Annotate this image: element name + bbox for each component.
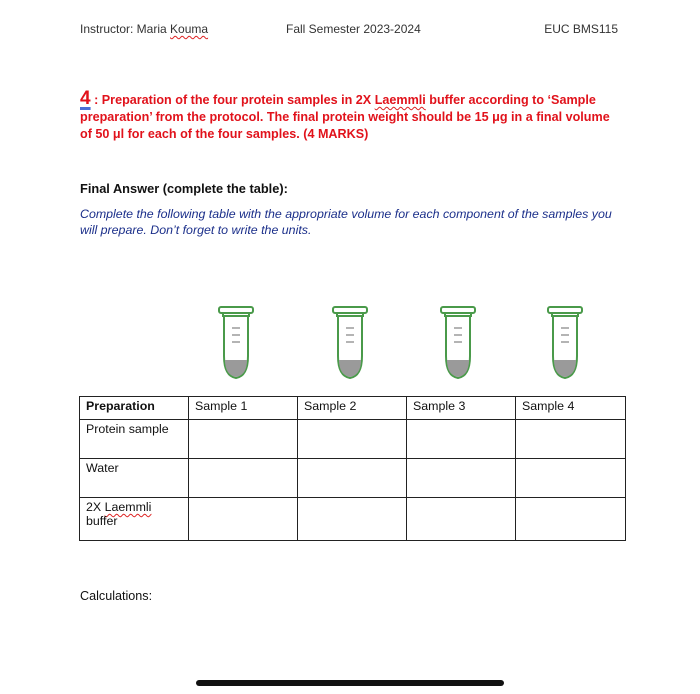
- row-label-protein-sample: Protein sample: [80, 420, 189, 459]
- answer-cell[interactable]: [298, 420, 407, 459]
- question-number: 4: [80, 88, 91, 109]
- header-sample-2: Sample 2: [298, 397, 407, 420]
- answer-cell[interactable]: [407, 459, 516, 498]
- semester-header: Fall Semester 2023-2024: [286, 22, 421, 36]
- table-header-row: [80, 397, 626, 420]
- calculations-label: Calculations:: [80, 589, 153, 603]
- row-label-water: Water: [80, 459, 189, 498]
- answer-cell[interactable]: [516, 459, 626, 498]
- microcentrifuge-tube-icon: [544, 304, 586, 382]
- table-row: [80, 420, 626, 459]
- microcentrifuge-tube-icon: [329, 304, 371, 382]
- course-code-header: EUC BMS115: [544, 22, 618, 36]
- answer-cell[interactable]: [298, 498, 407, 541]
- laemmli-word: Laemmli: [374, 93, 426, 107]
- row-label-laemmli-buffer: 2X Laemmli buffer: [80, 498, 189, 541]
- header-preparation: Preparation: [80, 397, 189, 420]
- home-indicator[interactable]: [196, 680, 504, 686]
- answer-cell[interactable]: [516, 498, 626, 541]
- sample-preparation-table: [79, 396, 626, 541]
- answer-cell[interactable]: [189, 498, 298, 541]
- question-4: 4 : Preparation of the four protein samples in 2X Laemmli buffer according to ‘Sample preparation’ from the protocol. The final protein weight should be 15 μg in a final volume of 50 μl for each of the four samples. (4 MARKS): [80, 88, 610, 141]
- table-row: [80, 459, 626, 498]
- final-answer-heading: Final Answer (complete the table):: [80, 181, 288, 196]
- answer-cell[interactable]: [189, 459, 298, 498]
- answer-cell[interactable]: [189, 420, 298, 459]
- header-sample-3: Sample 3: [407, 397, 516, 420]
- header-sample-1: Sample 1: [189, 397, 298, 420]
- answer-cell[interactable]: [298, 459, 407, 498]
- microcentrifuge-tube-icon: [215, 304, 257, 382]
- table-instruction: Complete the following table with the appropriate volume for each component of the samples you will prepare. Don’t forget to write the units.: [80, 207, 612, 237]
- answer-cell[interactable]: [516, 420, 626, 459]
- table-row: [80, 498, 626, 541]
- answer-cell[interactable]: [407, 420, 516, 459]
- instructor-header: Instructor: Maria Kouma: [80, 22, 209, 36]
- instructor-surname: Kouma: [170, 22, 209, 36]
- header-sample-4: Sample 4: [516, 397, 626, 420]
- microcentrifuge-tube-icon: [437, 304, 479, 382]
- answer-cell[interactable]: [407, 498, 516, 541]
